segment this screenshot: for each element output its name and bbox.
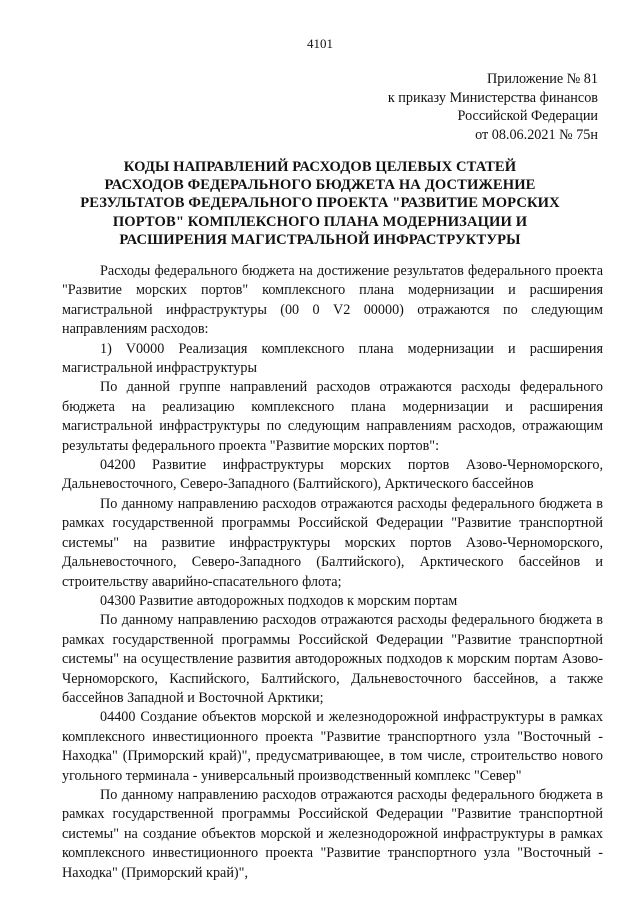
body-paragraph: 04200 Развитие инфраструктуры морских портов Азово-Черноморского, Дальневосточного, Северо-Западного (Балтийского), Арктического бассейнов [62,457,603,493]
body-paragraph: По данному направлению расходов отражаются расходы федерального бюджета в рамках государственной программы Российской Федерации "Развитие транспортной системы" на создание объектов морской и железнодорожной инфраструктуры в рамках комплексного инвестиционного проекта "Развитие транспортного узла "Восточный - Находка" (Приморский край)", [62,786,603,881]
body-paragraph: 04300 Развитие автодорожных подходов к морским портам [100,592,458,609]
document-body [62,262,603,883]
body-paragraph: По данному направлению расходов отражаются расходы федерального бюджета в рамках государственной программы Российской Федерации "Развитие транспортной системы" на осуществление развития автодорожных подходов к морским портам Азово-Черноморского, Каспийского, Балтийского, Дальневосточного бассейнов, а также бассейнов Западной и Восточной Арктики; [62,612,603,706]
appendix-block [388,70,598,144]
appendix-line: Приложение № 81 [487,71,598,87]
document-title [50,158,590,249]
body-paragraph: Расходы федерального бюджета на достижение результатов федерального проекта "Развитие морских портов" комплексного плана модернизации и расширения магистральной инфраструктуры (00 0 V2 00000) отражаются по следующим направлениям расходов: [62,263,603,338]
title-line: РАСХОДОВ ФЕДЕРАЛЬНОГО БЮДЖЕТА НА ДОСТИЖЕНИЕ [104,177,536,194]
body-paragraph: 04400 Создание объектов морской и железнодорожной инфраструктуры в рамках комплексного инвестиционного проекта "Развитие транспортного узла "Восточный - Находка" (Приморский край)", предусматривающее, в том числе, строительство нового угольного терминала - универсальный производственный комплекс "Север" [62,709,603,784]
appendix-line: к приказу Министерства финансов [387,89,598,106]
body-paragraph: По данному направлению расходов отражаются расходы федерального бюджета в рамках государственной программы Российской Федерации "Развитие транспортной системы" на развитие инфраструктуры морских портов Азово-Черноморского, Дальневосточного, Северо-Западного (Балтийского), Арктического бассейнов и строительству аварийно-спасательного флота; [62,495,603,590]
title-line: РАСШИРЕНИЯ МАГИСТРАЛЬНОЙ ИНФРАСТРУКТУРЫ [119,231,521,248]
appendix-line: от 08.06.2021 № 75н [475,126,598,143]
appendix-line: Российской Федерации [457,108,598,124]
page-number: 4101 [307,36,333,51]
body-paragraph: 1) V0000 Реализация комплексного плана модернизации и расширения магистральной инфраструктуры [62,340,603,377]
body-paragraph: По данной группе направлений расходов отражаются расходы федерального бюджета на реализацию комплексного плана модернизации и расширения магистральной инфраструктуры по следующим направлениям расходов, отражающим результаты федерального проекта "Развитие морских портов": [62,379,603,454]
title-line: РЕЗУЛЬТАТОВ ФЕДЕРАЛЬНОГО ПРОЕКТА "РАЗВИТИЕ МОРСКИХ [80,195,560,212]
title-line: КОДЫ НАПРАВЛЕНИЙ РАСХОДОВ ЦЕЛЕВЫХ СТАТЕЙ [123,159,517,175]
title-line: ПОРТОВ" КОМПЛЕКСНОГО ПЛАНА МОДЕРНИЗАЦИИ И [112,213,528,230]
